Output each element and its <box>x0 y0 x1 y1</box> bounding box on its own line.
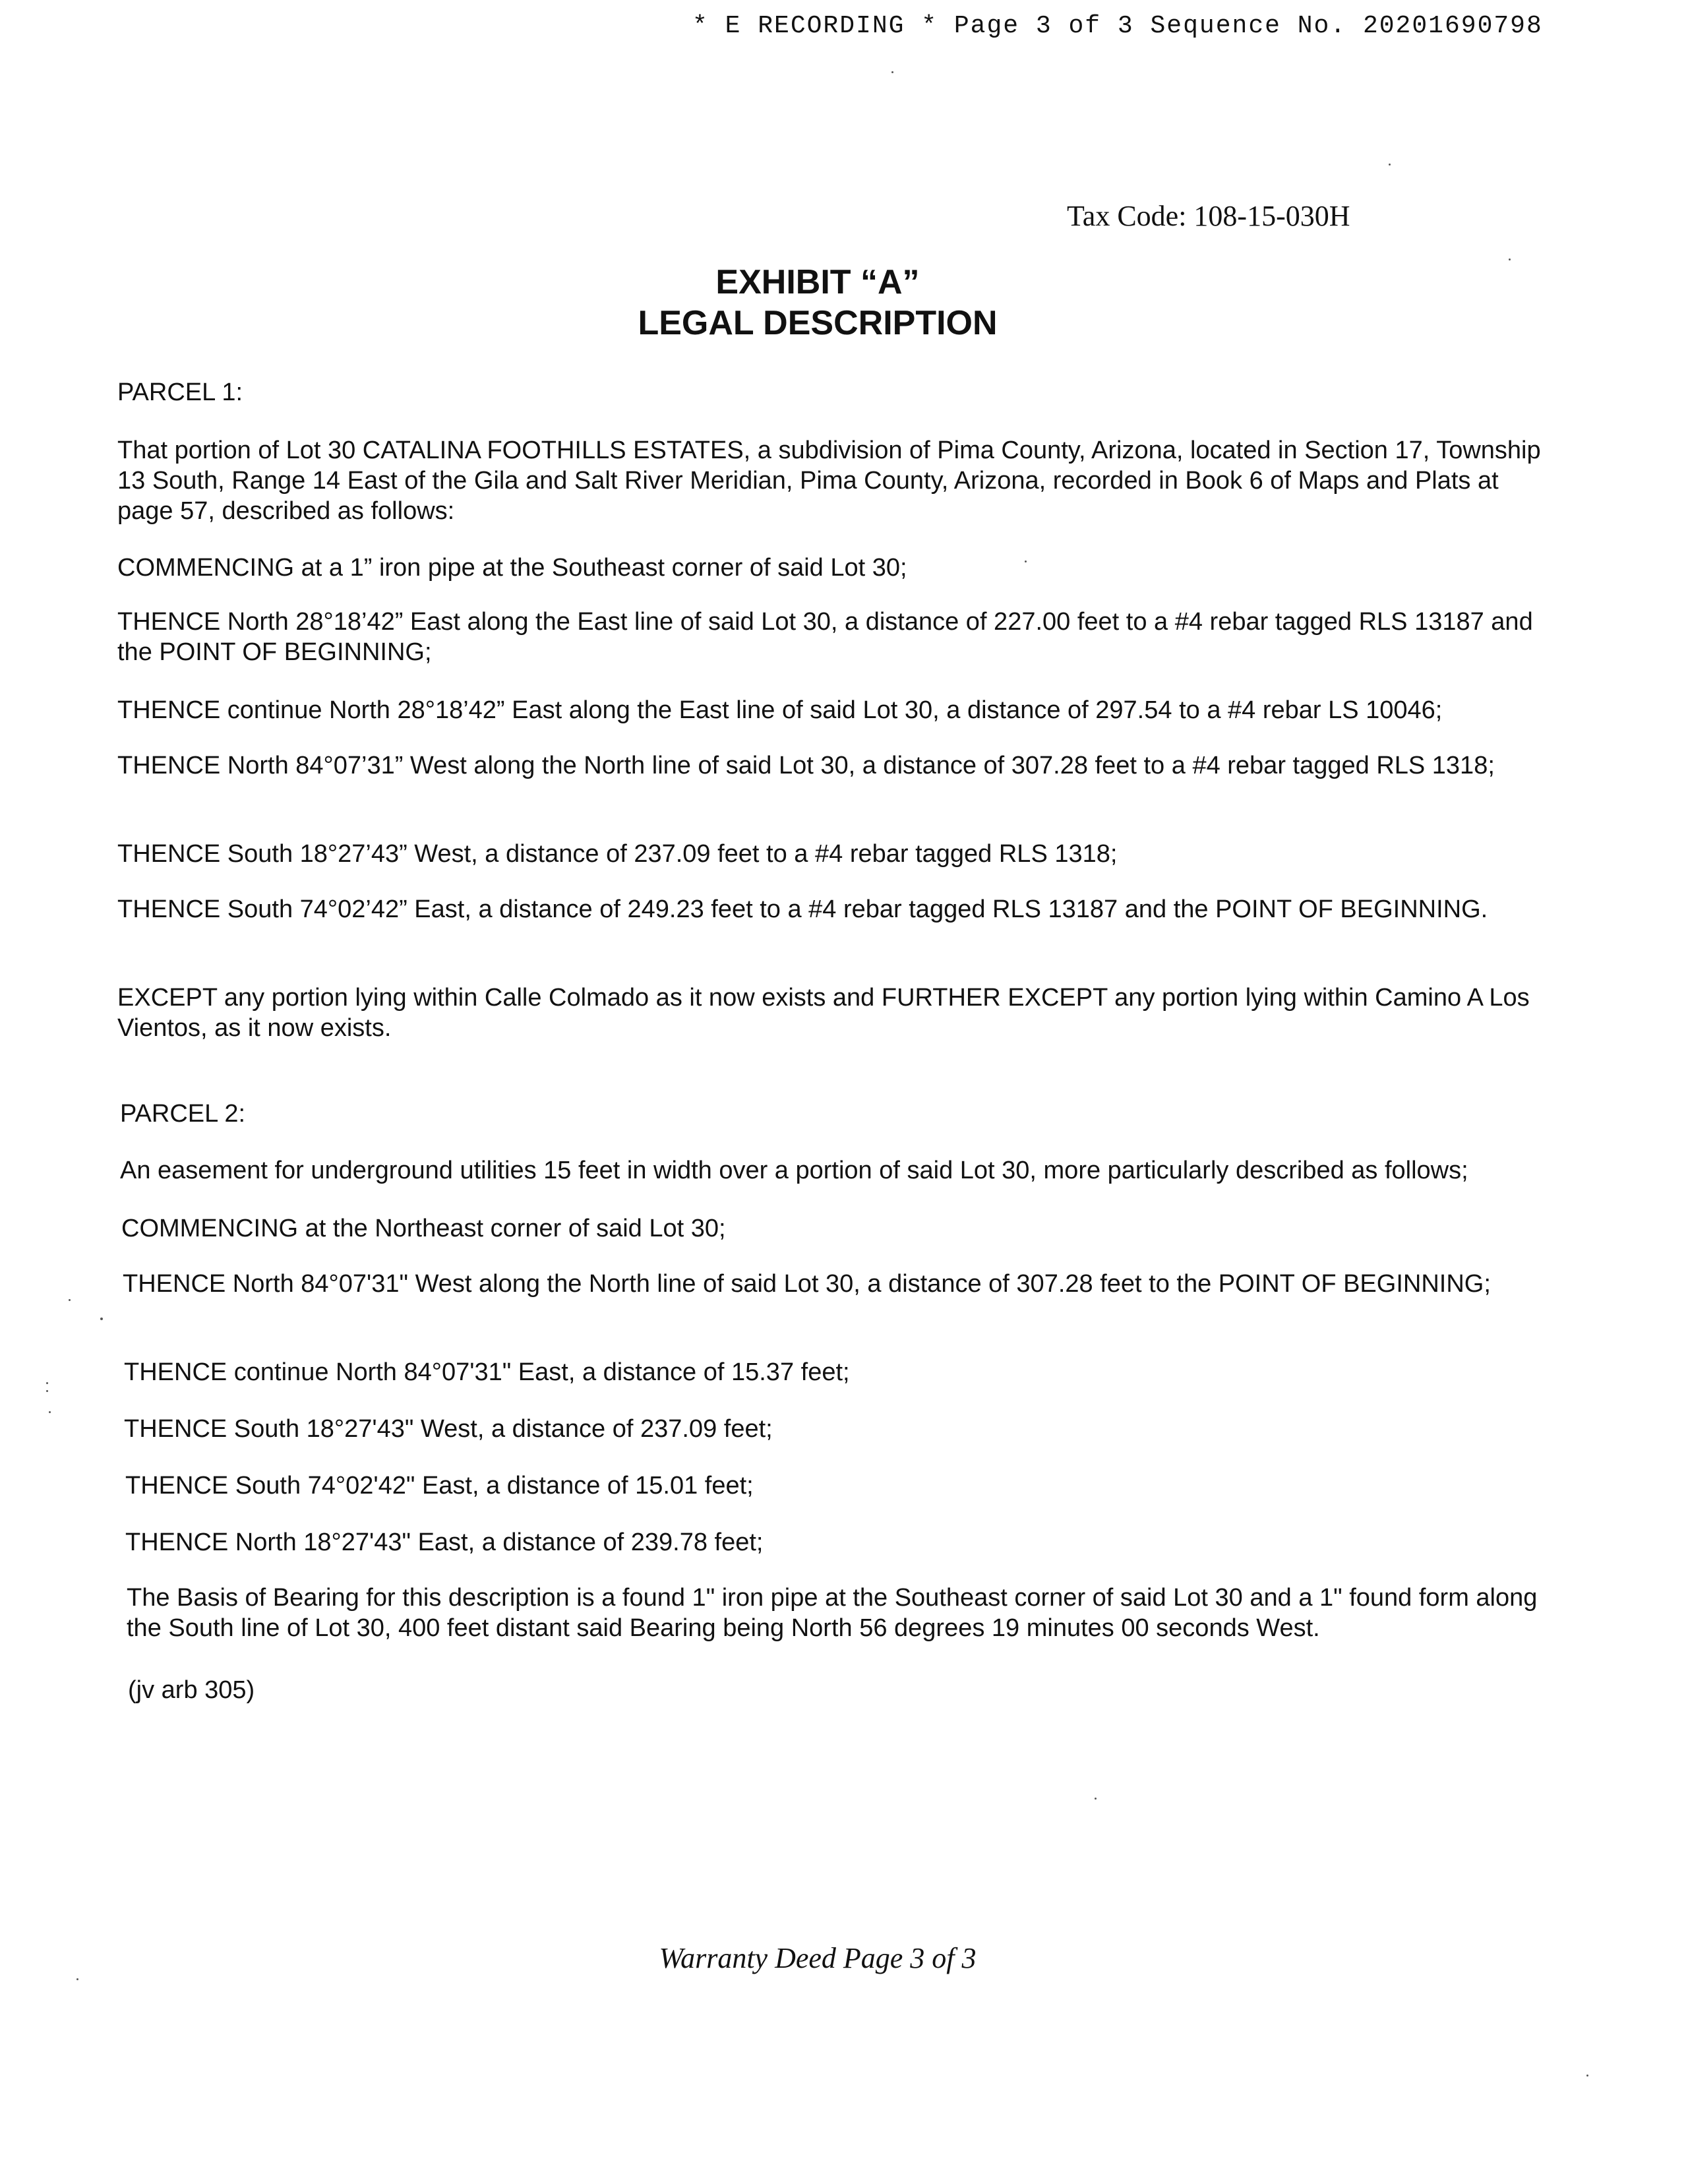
parcel-1-paragraph-8: EXCEPT any portion lying within Calle Colmado as it now exists and FURTHER EXCEPT any portion lying within Camino A Los Vientos, as it now exists. <box>117 984 1530 1042</box>
parcel-2-paragraph-7: THENCE North 18°27'43" East, a distance of 239.78 feet; <box>125 1529 764 1556</box>
scan-speck <box>1509 258 1511 260</box>
parcel-2-paragraph-5: THENCE South 18°27'43" West, a distance of 237.09 feet; <box>124 1415 773 1443</box>
parcel-2-paragraph-8: The Basis of Bearing for this description is a found 1" iron pipe at the Southeast corner of said Lot 30 and a 1" found form along the South line of Lot 30, 400 feet distant said Bearing being North 56 degrees 19 minutes 00 seconds West. <box>127 1584 1538 1642</box>
scan-speck <box>100 1318 103 1320</box>
scan-speck <box>46 1390 48 1392</box>
scan-speck <box>1389 164 1391 166</box>
parcel-2-paragraph-2: COMMENCING at the Northeast corner of said Lot 30; <box>121 1215 726 1242</box>
scan-speck <box>1586 2075 1588 2077</box>
parcel-1-paragraph-3: THENCE North 28°18’42” East along the East line of said Lot 30, a distance of 227.00 feet to a #4 rebar tagged RLS 13187 and the POINT OF BEGINNING; <box>117 608 1533 666</box>
parcel-2-paragraph-9: (jv arb 305) <box>128 1676 255 1704</box>
parcel-1-paragraph-5: THENCE North 84°07’31” West along the North line of said Lot 30, a distance of 307.28 feet to a #4 rebar tagged RLS 1318; <box>117 752 1495 779</box>
parcel-2-paragraph-6: THENCE South 74°02'42" East, a distance of 15.01 feet; <box>125 1472 754 1500</box>
parcel-1-paragraph-4: THENCE continue North 28°18’42” East along the East line of said Lot 30, a distance of 297.54 to a #4 rebar LS 10046; <box>117 696 1443 724</box>
parcel-2-paragraph-1: An easement for underground utilities 15 feet in width over a portion of said Lot 30, more particularly described as follows; <box>120 1157 1468 1184</box>
scan-speck <box>1025 561 1027 562</box>
recording-header: * E RECORDING * Page 3 of 3 Sequence No. 20201690798 <box>692 12 1543 40</box>
scan-speck <box>46 1382 48 1384</box>
parcel-1-paragraph-6: THENCE South 18°27’43” West, a distance of 237.09 feet to a #4 rebar tagged RLS 1318; <box>117 840 1118 868</box>
scan-speck <box>49 1411 51 1413</box>
page-footer: Warranty Deed Page 3 of 3 <box>659 1942 977 1974</box>
legal-description-title: LEGAL DESCRIPTION <box>638 304 998 342</box>
parcel-1-paragraph-2: COMMENCING at a 1” iron pipe at the Southeast corner of said Lot 30; <box>117 554 907 582</box>
parcel-1-paragraph-7: THENCE South 74°02’42” East, a distance of 249.23 feet to a #4 rebar tagged RLS 13187 and the POINT OF BEGINNING. <box>117 895 1488 923</box>
parcel-2-paragraph-3: THENCE North 84°07'31" West along the North line of said Lot 30, a distance of 307.28 feet to the POINT OF BEGINNING; <box>123 1270 1491 1298</box>
scan-speck <box>69 1299 71 1301</box>
parcel-1-heading: PARCEL 1: <box>117 379 243 406</box>
parcel-1-paragraph-1: That portion of Lot 30 CATALINA FOOTHILLS ESTATES, a subdivision of Pima County, Arizona, located in Section 17, Township 13 South, Range 14 East of the Gila and Salt River Meridian, Pima County, Arizona, recorded in Book 6 of Maps and Plats at page 57, described as follows: <box>117 437 1541 525</box>
parcel-2-heading: PARCEL 2: <box>120 1100 246 1128</box>
scan-speck <box>891 71 893 73</box>
exhibit-title: EXHIBIT “A” <box>715 263 920 301</box>
scan-speck <box>1095 1798 1097 1800</box>
tax-code: Tax Code: 108-15-030H <box>1067 200 1350 232</box>
scan-speck <box>76 1978 78 1980</box>
parcel-2-paragraph-4: THENCE continue North 84°07'31" East, a distance of 15.37 feet; <box>124 1358 850 1386</box>
